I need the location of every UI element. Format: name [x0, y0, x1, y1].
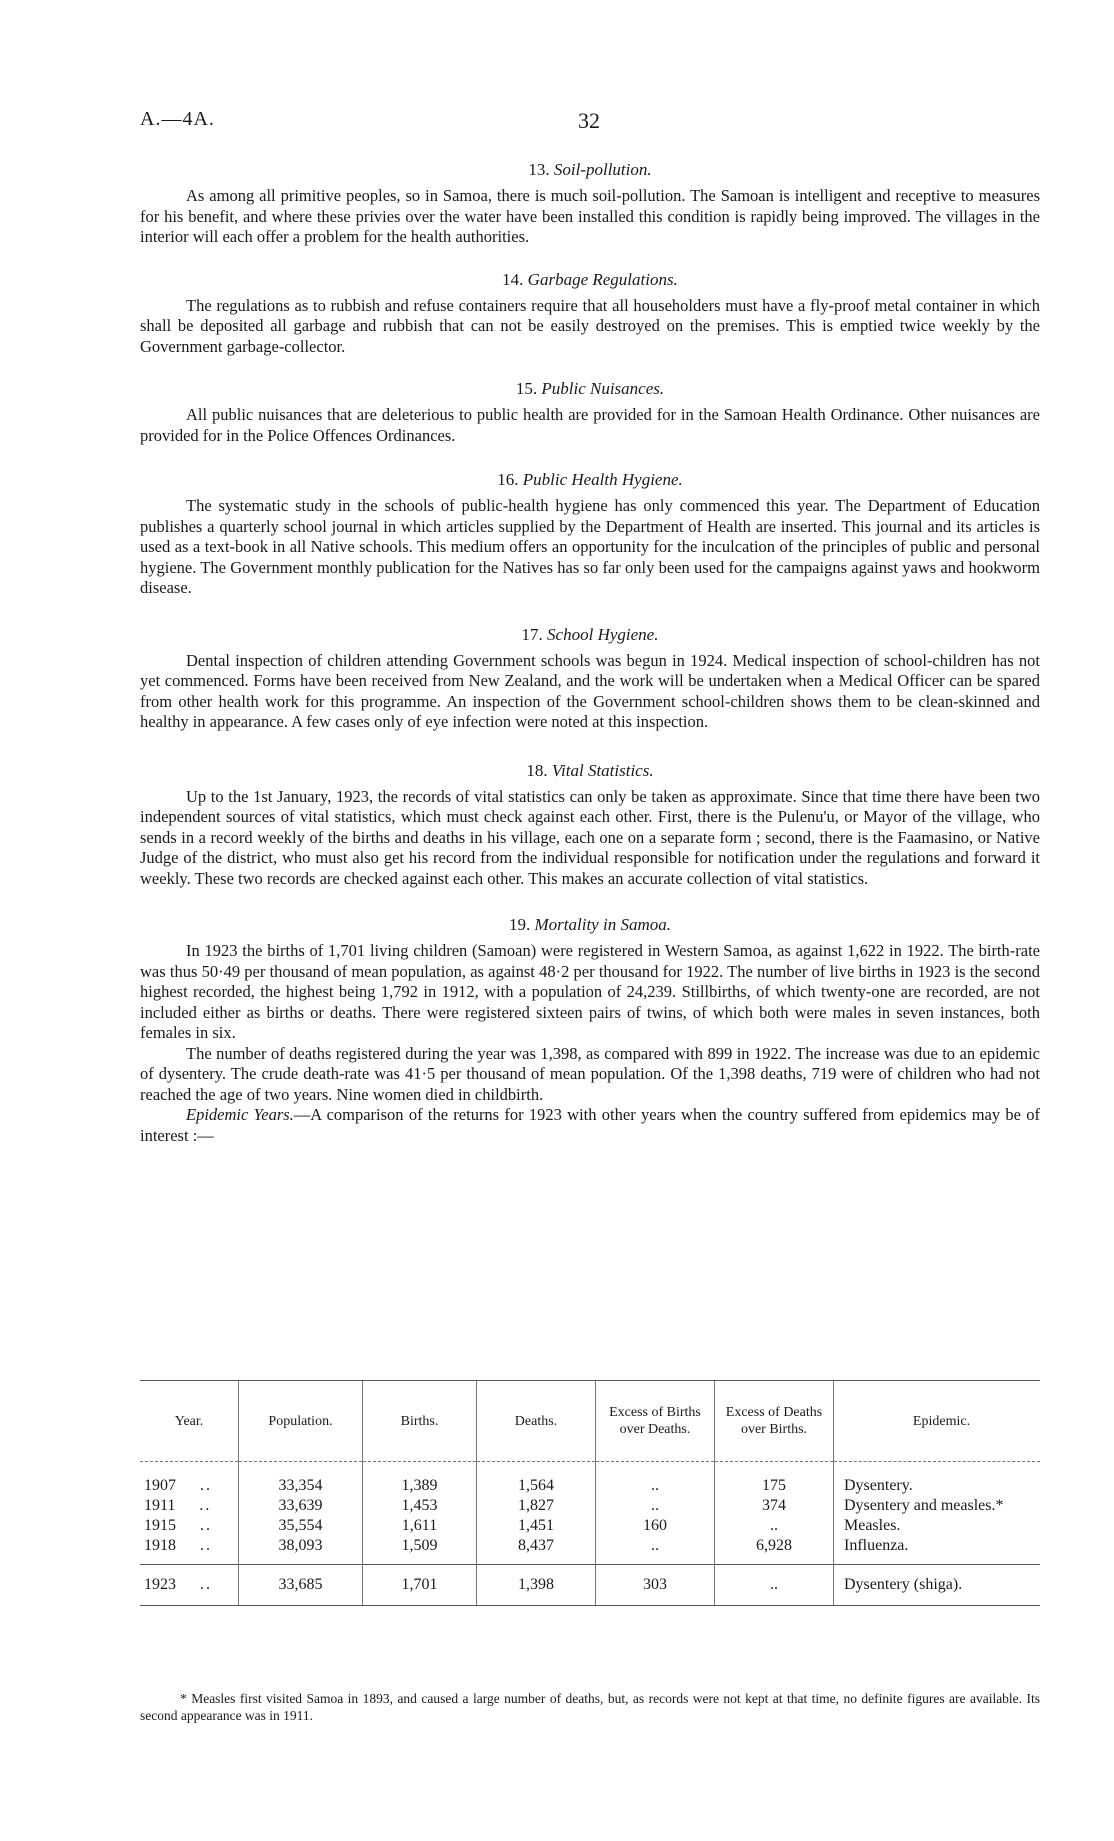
- section-paragraph: The systematic study in the schools of public-health hygiene has only commenced this year. The Department of Education publishes a quarterly school journal in which articles supplied by the Department of Health are inserted. This journal and its articles is used as a text-book in all Native schools. This medium offers an opportunity for the inculcation of the principles of public and personal hygiene. The Government monthly publication for the Natives has so far only been used for the campaigns against yaws and hookworm disease.: [140, 496, 1040, 597]
- epidemic-years-intro: [140, 1105, 1040, 1146]
- section-heading: 15. Public Nuisances.: [515, 379, 665, 398]
- cell-excess-births: 160: [596, 1516, 715, 1536]
- cell-births: 1,611: [363, 1516, 477, 1536]
- cell-births: 1,389: [363, 1476, 477, 1496]
- epidemic-years-text: —A comparison of the returns for 1923 with other years when the country suffered from epidemics may be of interest :—: [140, 1105, 1040, 1145]
- cell-deaths: 1,564: [477, 1476, 596, 1496]
- cell-population: 35,554: [239, 1516, 363, 1536]
- cell-year: 1915: [144, 1517, 176, 1534]
- cell-excess-deaths: 374: [715, 1496, 834, 1516]
- section-vital-statistics: [140, 761, 1040, 890]
- cell-epidemic: Measles.: [834, 1516, 1041, 1536]
- cell-year: 1918: [144, 1537, 176, 1554]
- page-number: 32: [578, 108, 600, 133]
- section-paragraph: As among all primitive peoples, so in Samoa, there is much soil-pollution. The Samoan is intelligent and receptive to measures for his benefit, and where these privies over the water have been installed this condition is rapidly being improved. The villages in the interior will each offer a problem for the health authorities.: [140, 186, 1040, 246]
- section-public-health-hygiene: [140, 470, 1040, 599]
- cell-excess-births: 303: [596, 1565, 715, 1606]
- cell-births: 1,701: [363, 1565, 477, 1606]
- section-heading: 16. Public Health Hygiene.: [497, 470, 683, 489]
- cell-deaths: 1,827: [477, 1496, 596, 1516]
- cell-year: 1911: [144, 1497, 176, 1514]
- cell-excess-births: ..: [596, 1496, 715, 1516]
- header-excess-deaths: Excess of Deaths over Births.: [715, 1381, 834, 1462]
- header-year: Year.: [140, 1381, 239, 1462]
- cell-year: 1907: [144, 1477, 176, 1494]
- cell-deaths: 1,451: [477, 1516, 596, 1536]
- cell-epidemic: Dysentery (shiga).: [834, 1565, 1041, 1606]
- header-excess-births: Excess of Births over Deaths.: [596, 1381, 715, 1462]
- section-heading: 18. Vital Statistics.: [526, 760, 654, 780]
- leader-dots: ..: [200, 1537, 212, 1554]
- leader-dots: ..: [199, 1497, 212, 1514]
- section-paragraph: Dental inspection of children attending Government schools was begun in 1924. Medical inspection of school-children has not yet commenced. Forms have been received from New Zealand, and the work will be undertaken when a Medical Officer can be spared from other health work for this programme. An inspection of the Government school-children shows them to be clean-skinned and healthy in appearance. A few cases only of eye infection were noted at this inspection.: [140, 650, 1040, 731]
- section-paragraph: All public nuisances that are deleterious to public health are provided for in the Samoan Health Ordinance. Other nuisances are provided for in the Police Offences Ordinances.: [140, 405, 1040, 445]
- section-mortality-in-samoa: [140, 915, 1040, 1146]
- section-heading: 13. Soil-pollution.: [528, 160, 652, 179]
- epidemic-years-lead: Epidemic Years.: [186, 1105, 294, 1124]
- section-paragraph: The regulations as to rubbish and refuse containers require that all householders must have a fly-proof metal container in which shall be deposited all garbage and rubbish that can not be easily destroyed on the premises. This is emptied twice weekly by the Government garbage-collector.: [140, 295, 1040, 356]
- cell-epidemic: Dysentery and measles.*: [834, 1496, 1041, 1516]
- section-heading: 19. Mortality in Samoa.: [509, 915, 671, 934]
- cell-population: 33,639: [239, 1496, 363, 1516]
- cell-population: 33,354: [239, 1476, 363, 1496]
- cell-population: 38,093: [239, 1536, 363, 1565]
- leader-dots: ..: [200, 1517, 212, 1534]
- section-heading: 14. Garbage Regulations.: [502, 269, 678, 289]
- table-footnote: * Measles first visited Samoa in 1893, and caused a large number of deaths, but, as records were not kept at that time, no definite figures are available. Its second appearance was in 1911.: [140, 1690, 1040, 1723]
- section-paragraph: Up to the 1st January, 1923, the records of vital statistics can only be taken as approximate. Since that time there have been two independent sources of vital statistics, which must check against each other. First, there is the Pulenu'u, or Mayor of the village, who sends in a record weekly of the births and deaths in his village, each one on a separate form ; second, there is the Faamasino, or Native Judge of the district, who must also get his record from the individual responsible for notification under the regulations and forward it weekly. These two records are checked against each other. This makes an accurate collection of vital statistics.: [140, 786, 1040, 888]
- table-row: [140, 1516, 1040, 1536]
- leader-dots: ..: [200, 1477, 212, 1494]
- cell-deaths: 8,437: [477, 1536, 596, 1565]
- cell-excess-births: ..: [596, 1476, 715, 1496]
- cell-births: 1,453: [363, 1496, 477, 1516]
- cell-year: 1923: [144, 1576, 176, 1593]
- section-garbage-regulations: [140, 270, 1040, 358]
- cell-excess-deaths: ..: [715, 1565, 834, 1606]
- table-spacer: [140, 1462, 1040, 1477]
- cell-deaths: 1,398: [477, 1565, 596, 1606]
- cell-births: 1,509: [363, 1536, 477, 1565]
- section-paragraph: In 1923 the births of 1,701 living children (Samoan) were registered in Western Samoa, as against 1,622 in 1922. The birth-rate was thus 50·49 per thousand of mean population, as against 48·2 per thousand for 1922. The number of live births in 1923 is the second highest recorded, the highest being 1,792 in 1912, with a population of 24,239. Stillbirths, of which twenty-one are recorded, are not included either as births or deaths. There were registered sixteen pairs of twins, of which both were males in seven instances, both females in six.: [140, 941, 1040, 1042]
- cell-excess-deaths: ..: [715, 1516, 834, 1536]
- section-public-nuisances: [140, 379, 1040, 446]
- page-header: [140, 108, 1040, 138]
- header-births: Births.: [363, 1381, 477, 1462]
- cell-excess-deaths: 6,928: [715, 1536, 834, 1565]
- cell-excess-deaths: 175: [715, 1476, 834, 1496]
- section-soil-pollution: [140, 160, 1040, 248]
- cell-epidemic: Influenza.: [834, 1536, 1041, 1565]
- section-paragraph: The number of deaths registered during the year was 1,398, as compared with 899 in 1922. The increase was due to an epidemic of dysentery. The crude death-rate was 41·5 per thousand of mean population. Of the 1,398 deaths, 719 were of children who had not reached the age of two years. Nine women died in childbirth.: [140, 1043, 1040, 1104]
- document-reference: A.—4A.: [140, 108, 215, 130]
- epidemic-years-table: [140, 1380, 1040, 1606]
- cell-excess-births: ..: [596, 1536, 715, 1565]
- body-content: [140, 160, 1040, 1146]
- header-epidemic: Epidemic.: [834, 1381, 1041, 1462]
- cell-epidemic: Dysentery.: [834, 1476, 1041, 1496]
- leader-dots: ..: [200, 1576, 212, 1593]
- header-population: Population.: [239, 1381, 363, 1462]
- table-row: [140, 1496, 1040, 1516]
- header-deaths: Deaths.: [477, 1381, 596, 1462]
- table-row: [140, 1476, 1040, 1496]
- cell-population: 33,685: [239, 1565, 363, 1606]
- table-row-1923: [140, 1565, 1040, 1606]
- section-school-hygiene: [140, 625, 1040, 733]
- table-header-row: [140, 1381, 1040, 1462]
- table-row: [140, 1536, 1040, 1565]
- section-heading: 17. School Hygiene.: [521, 624, 659, 644]
- epidemic-table-wrapper: [140, 1380, 1040, 1606]
